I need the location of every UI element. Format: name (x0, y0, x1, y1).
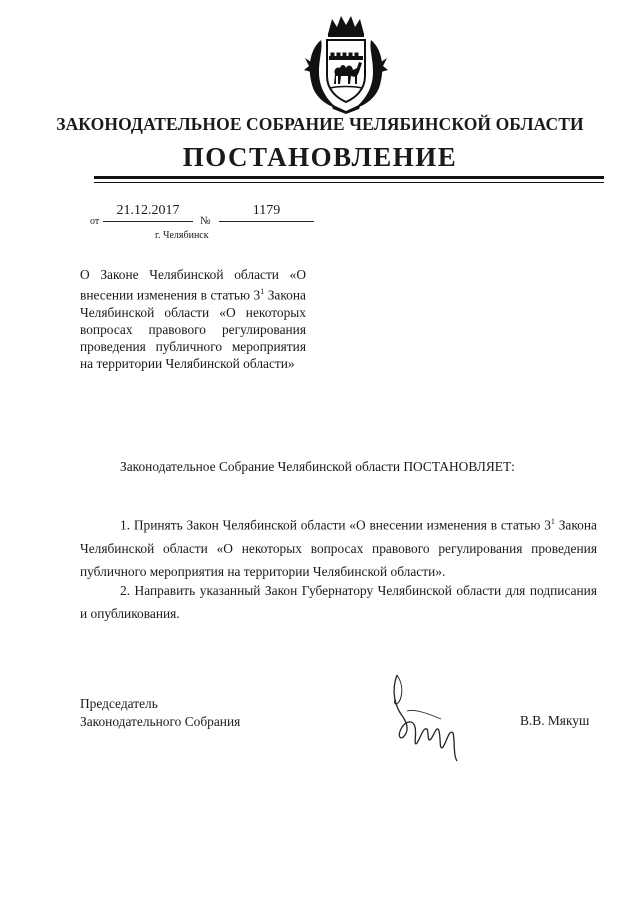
header-rule-thin (94, 182, 604, 183)
document-date: 21.12.2017 (116, 203, 180, 218)
coat-of-arms-icon (303, 10, 389, 114)
signatory-name: В.В. Мякуш (520, 713, 590, 728)
resolution-item-2: 2. Направить указанный Закон Губернатору Челябинской области для подписания и опубликования. (80, 583, 597, 622)
item-1-text-1: 1. Принять Закон Челябинской области «О внесении изменения в статью 3 (120, 517, 551, 533)
subject-superscript: 1 (260, 287, 265, 297)
item-1-text-2: Закона Челябинской области «О некоторых вопросах правового регулирования проведения публичного мероприятия на территории Челябинской области». (80, 517, 597, 579)
document-subject (80, 266, 306, 373)
date-label: от (90, 216, 100, 227)
organization-name: ЗАКОНОДАТЕЛЬНОЕ СОБРАНИЕ ЧЕЛЯБИНСКОЙ ОБЛАСТИ (56, 114, 584, 134)
number-underline (219, 220, 314, 222)
document-number: 1179 (252, 203, 281, 218)
item-1-superscript: 1 (550, 517, 555, 526)
number-label: № (200, 215, 211, 227)
signatory-title-line-2: Законодательного Собрания (80, 713, 241, 729)
signatory-title-line-1: Председатель (80, 696, 158, 711)
date-underline (103, 220, 193, 222)
signatory-title (80, 695, 240, 730)
subject-text-2: Закона Челябинской области «О некоторых вопросах правового регулирования проведения публичного мероприятия на территории Челябинской области» (80, 287, 306, 372)
header-rule-thick (94, 176, 604, 179)
resolution-intro: Законодательное Собрание Челябинской области ПОСТАНОВЛЯЕТ: (120, 459, 515, 474)
document-type-title: ПОСТАНОВЛЕНИЕ (182, 142, 458, 172)
subject-text-1: О Законе Челябинской области «О внесении изменения в статью 3 (80, 267, 306, 303)
signature-icon (383, 667, 471, 767)
resolution-item-1 (80, 510, 597, 583)
city-label: г. Челябинск (155, 230, 209, 241)
